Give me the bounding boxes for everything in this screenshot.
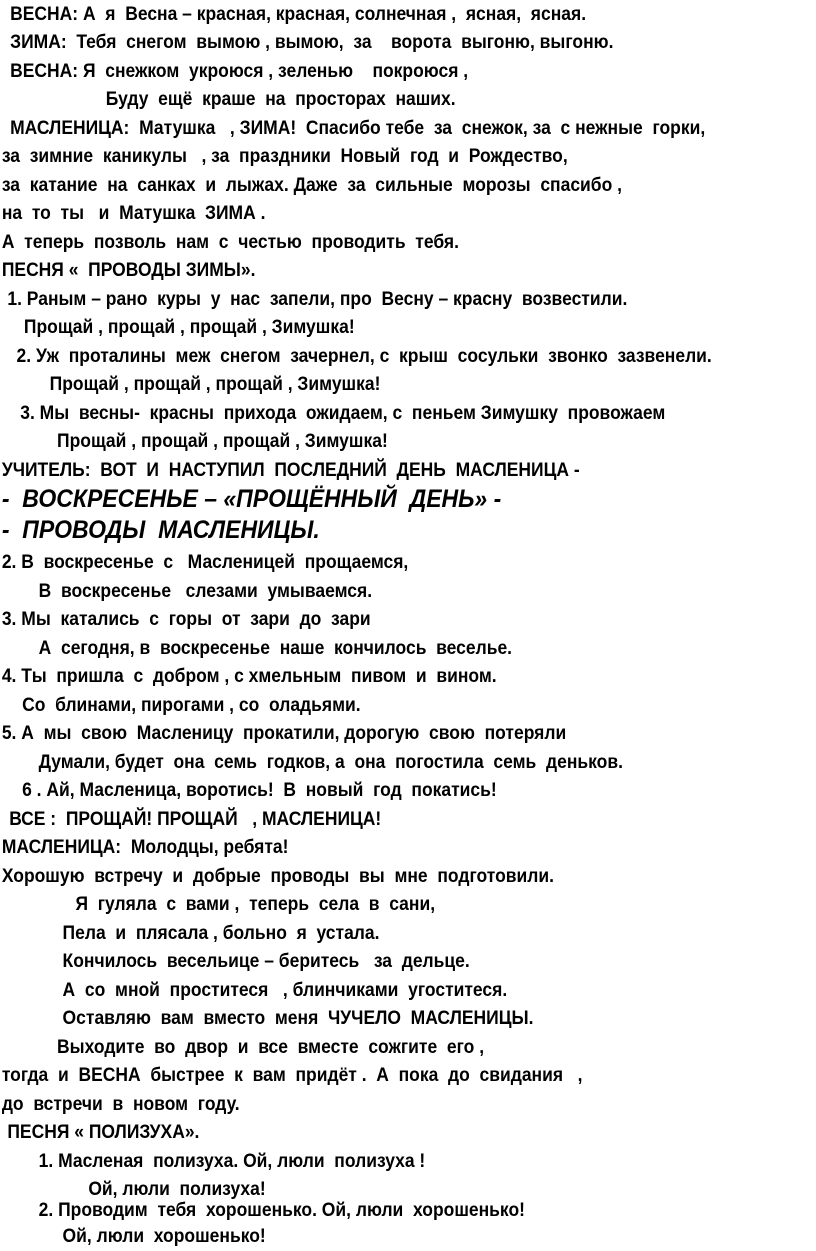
text-line: 2. Проводим тебя хорошенько. Ой, люли хорошенько!: [38, 1200, 525, 1221]
text-line: ВСЕ : ПРОЩАЙ! ПРОЩАЙ , МАСЛЕНИЦА!: [9, 809, 382, 830]
text-line: В воскресенье слезами умываемся.: [38, 581, 373, 602]
text-line: 1. Раным – рано куры у нас запели, про Весну – красну возвестили.: [7, 289, 628, 310]
text-line: Буду ещё краше на просторах наших.: [105, 89, 456, 110]
text-line: ЗИМА: Тебя снегом вымою , вымою, за ворота выгоню, выгоню.: [10, 32, 614, 53]
text-line: Выходите во двор и все вместе сожгите его ,: [57, 1037, 485, 1058]
text-line: ПЕСНЯ « ПРОВОДЫ ЗИМЫ».: [1, 260, 256, 281]
text-line: 6 . Ай, Масленица, воротись! В новый год покатись!: [22, 780, 497, 801]
text-line: 3. Мы весны- красны прихода ожидаем, с пеньем Зимушку провожаем: [20, 403, 666, 424]
heading-line: - ВОСКРЕСЕНЬЕ – «ПРОЩЁННЫЙ ДЕНЬ» -: [1, 485, 502, 513]
text-line: 2. В воскресенье с Масленицей прощаемся,: [1, 552, 409, 573]
heading-line: - ПРОВОДЫ МАСЛЕНИЦЫ.: [1, 516, 320, 544]
text-line: тогда и ВЕСНА быстрее к вам придёт . А пока до свидания ,: [1, 1065, 583, 1086]
text-line: ВЕСНА: Я снежком укроюся , зеленью покроюся ,: [10, 61, 469, 82]
text-line: за зимние каникулы , за праздники Новый год и Рождество,: [1, 146, 568, 167]
text-line: 1. Масленая полизуха. Ой, люли полизуха !: [38, 1151, 426, 1172]
text-line: Хорошую встречу и добрые проводы вы мне подготовили.: [1, 866, 554, 887]
text-line: Прощай , прощай , прощай , Зимушка!: [23, 317, 355, 338]
text-line: 5. А мы свою Масленицу прокатили, дорогую свою потеряли: [1, 723, 567, 744]
text-line: Ой, люли полизуха!: [88, 1179, 266, 1200]
text-line: Думали, будет она семь годков, а она погостила семь деньков.: [38, 752, 623, 773]
text-line: на то ты и Матушка ЗИМА .: [1, 203, 266, 224]
text-line: МАСЛЕНИЦА: Молодцы, ребята!: [1, 837, 289, 858]
text-line: до встречи в новом году.: [1, 1094, 240, 1115]
text-line: ВЕСНА: А я Весна – красная, красная, солнечная , ясная, ясная.: [10, 4, 587, 25]
text-line: МАСЛЕНИЦА: Матушка , ЗИМА! Спасибо тебе за снежок, за с нежные горки,: [10, 118, 706, 139]
text-line: Кончилось весельице – беритесь за дельце.: [62, 951, 470, 972]
text-line: Прощай , прощай , прощай , Зимушка!: [49, 374, 381, 395]
text-line: 4. Ты пришла с добром , с хмельным пивом и вином.: [1, 666, 497, 687]
text-line: Прощай , прощай , прощай , Зимушка!: [57, 431, 388, 452]
text-line: УЧИТЕЛЬ: ВОТ И НАСТУПИЛ ПОСЛЕДНИЙ ДЕНЬ МАСЛЕНИЦА -: [1, 460, 580, 481]
text-line: ПЕСНЯ « ПОЛИЗУХА».: [7, 1122, 200, 1143]
text-line: А сегодня, в воскресенье наше кончилось веселье.: [38, 638, 513, 659]
text-line: Ой, люли хорошенько!: [62, 1226, 266, 1247]
text-line: Пела и плясала , больно я устала.: [62, 923, 380, 944]
text-line: за катание на санках и лыжах. Даже за сильные морозы спасибо ,: [1, 175, 622, 196]
text-line: 3. Мы катались с горы от зари до зари: [1, 609, 371, 630]
text-line: Я гуляла с вами , теперь села в сани,: [75, 894, 436, 915]
text-line: А со мной проститеся , блинчиками угоститеся.: [62, 980, 508, 1001]
text-line: А теперь позволь нам с честью проводить тебя.: [1, 232, 459, 253]
text-line: Со блинами, пирогами , со оладьями.: [22, 695, 361, 716]
text-line: Оставляю вам вместо меня ЧУЧЕЛО МАСЛЕНИЦЫ.: [62, 1008, 534, 1029]
text-line: 2. Уж проталины меж снегом зачернел, с крыш сосульки звонко зазвенели.: [16, 346, 712, 367]
